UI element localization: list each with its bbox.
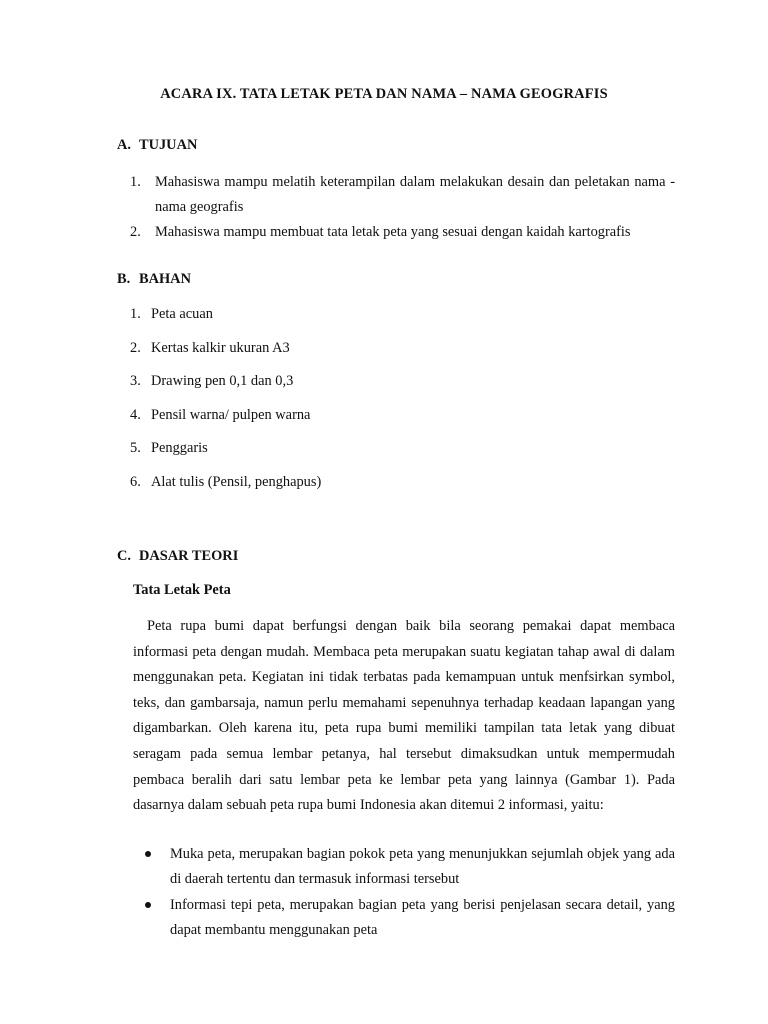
theory-paragraph: Peta rupa bumi dapat berfungsi dengan baik bila seorang pemakai dapat membaca informasi peta dengan mudah. Membaca peta merupakan suatu kegiatan tahap awal di dalam menggunakan peta. Kegiatan ini tidak terbatas pada kemampuan untuk menfsirkan symbol, teks, dan gambarsaja, namun perlu memahami sepenuhnya terhadap keadaan lapangan yang digambarkan. Oleh karena itu, peta rupa bumi memiliki tampilan tata letak yang dibuat seragam pada semua lembar petanya, hal tersebut dimaksudkan untuk mempermudah pembaca beralih dari satu lembar peta ke lembar peta yang lainnya (Gambar 1). Pada dasarnya dalam sebuah peta rupa bumi Indonesia akan ditemui 2 informasi, yaitu: [133,618,675,814]
bullet-item [145,893,675,944]
bullet-text: Informasi tepi peta, merupakan bagian peta yang berisi penjelasan secara detail, yang dapat membantu menggunakan peta [170,896,675,939]
list-item [130,471,321,505]
bahan-list [130,303,321,505]
list-item-number: 5. [130,440,141,457]
list-item-text: Alat tulis (Pensil, penghapus) [151,473,322,490]
list-item-text: Drawing pen 0,1 dan 0,3 [151,373,294,390]
section-b-title: BAHAN [139,271,191,287]
list-item [130,437,321,471]
list-item-text: Mahasiswa mampu membuat tata letak peta yang sesuai dengan kaidah kartografis [155,224,631,240]
section-b-heading [117,271,191,288]
list-item [130,170,675,220]
tujuan-list [130,170,675,245]
list-item-number: 1. [130,306,141,322]
list-item-number: 4. [130,406,141,423]
section-c-title: DASAR TEORI [139,548,239,564]
list-item-text: Mahasiswa mampu melatih keterampilan dalam melakukan desain dan peletakan nama - nama geografis [155,174,675,215]
list-item-text: Peta acuan [151,306,213,322]
bullet-text: Muka peta, merupakan bagian pokok peta yang menunjukkan sejumlah objek yang ada di daerah tertentu dan termasuk informasi tersebut [170,846,675,888]
list-item [130,370,321,404]
list-item-number: 2. [130,224,141,240]
list-item-text: Penggaris [151,440,208,457]
subheading: Tata Letak Peta [133,582,231,598]
section-c-heading [117,548,238,565]
section-a-title: TUJUAN [139,137,198,153]
list-item-number: 1. [130,174,141,190]
list-item [130,337,321,371]
list-item-number: 6. [130,473,141,490]
bullet-icon [145,902,151,908]
bullet-list [145,842,675,944]
section-a-heading [117,137,197,154]
list-item [130,303,321,337]
list-item-text: Pensil warna/ pulpen warna [151,406,311,423]
list-item-number: 3. [130,373,141,390]
section-b-letter: B. [117,271,131,287]
bullet-item [145,842,675,893]
list-item-text: Kertas kalkir ukuran A3 [151,339,290,356]
list-item [130,404,321,438]
list-item [130,220,675,245]
section-c-letter: C. [117,548,131,564]
list-item-number: 2. [130,339,141,356]
bullet-icon [145,851,151,857]
section-a-letter: A. [117,137,131,153]
page-title: ACARA IX. TATA LETAK PETA DAN NAMA – NAMA GEOGRAFIS [160,86,608,102]
